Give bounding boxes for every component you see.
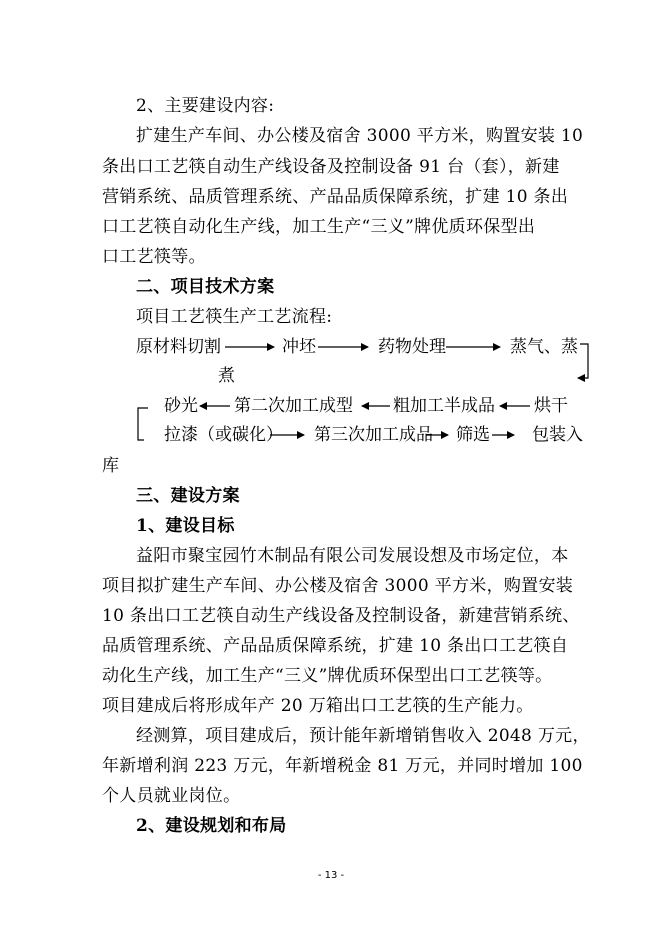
flow-step-packing-2: 库 [102, 456, 119, 476]
goal-line-6: 项目建成后将形成年产 20 万箱出口工艺筷的生产能力。 [102, 696, 534, 716]
layout-heading: 2、建设规划和布局 [136, 816, 287, 836]
section2-line-3: 营销系统、品质管理系统、产品品质保障系统，扩建 10 条出 [102, 187, 569, 207]
flow-step-second-forming: 第二次加工成型 [234, 396, 353, 416]
goal-line-4: 品质管理系统、产品品质保障系统，扩建 10 条出口工艺筷自 [102, 636, 569, 656]
arrow-steam-down-to-dry [578, 344, 588, 378]
goal-line-2: 项目拟扩建生产车间、办公楼及宿舍 3000 平方米，购置安装 [102, 576, 574, 596]
flow-step-steam-2: 煮 [218, 366, 235, 386]
flow-step-rough-semi: 粗加工半成品 [393, 396, 495, 416]
flow-step-steam-1: 蒸气、蒸 [510, 337, 578, 357]
flow-step-lacquer: 拉漆（或碳化） [164, 425, 283, 445]
section2-line-2: 条出口工艺筷自动生产线设备及控制设备 91 台（套），新建 [102, 157, 560, 177]
calc-line-3: 个人员就业岗位。 [102, 786, 241, 806]
flow-step-cutting: 原材料切割 [136, 337, 221, 357]
flow-step-drying: 烘干 [534, 396, 568, 416]
plan-heading: 三、建设方案 [136, 486, 240, 506]
arrow-sand-down-to-lacquer [138, 408, 148, 440]
section2-line-4: 口工艺筷自动化生产线，加工生产“三义”牌优质环保型出 [102, 217, 536, 237]
flow-step-packing-1: 包装入 [532, 425, 583, 445]
section2-heading: 2、主要建设内容: [136, 96, 275, 116]
flow-step-screening: 筛选 [456, 425, 490, 445]
page-number: - 13 - [317, 870, 345, 881]
flow-step-chemical: 药物处理 [378, 337, 446, 357]
flow-step-punching: 冲坯 [282, 337, 316, 357]
goal-line-3: 10 条出口工艺筷自动生产线设备及控制设备，新建营销系统、 [102, 606, 580, 626]
flow-step-third-finish: 第三次加工成品 [314, 425, 433, 445]
goal-line-5: 动化生产线，加工生产“三义”牌优质环保型出口工艺筷等。 [102, 666, 553, 686]
calc-line-1: 经测算，项目建成后，预计能年新增销售收入 2048 万元， [136, 726, 590, 746]
flow-step-sanding: 砂光 [164, 396, 198, 416]
tech-heading: 二、项目技术方案 [136, 277, 275, 297]
calc-line-2: 年新增利润 223 万元，年新增税金 81 万元，并同时增加 100 [102, 756, 583, 776]
goal-heading: 1、建设目标 [136, 516, 235, 536]
flow-intro: 项目工艺筷生产工艺流程: [136, 307, 333, 327]
goal-line-1: 益阳市聚宝园竹木制品有限公司发展设想及市场定位，本 [136, 546, 569, 566]
section2-line-1: 扩建生产车间、办公楼及宿舍 3000 平方米，购置安装 10 [136, 126, 584, 146]
section2-line-5: 口工艺筷等。 [102, 247, 206, 267]
